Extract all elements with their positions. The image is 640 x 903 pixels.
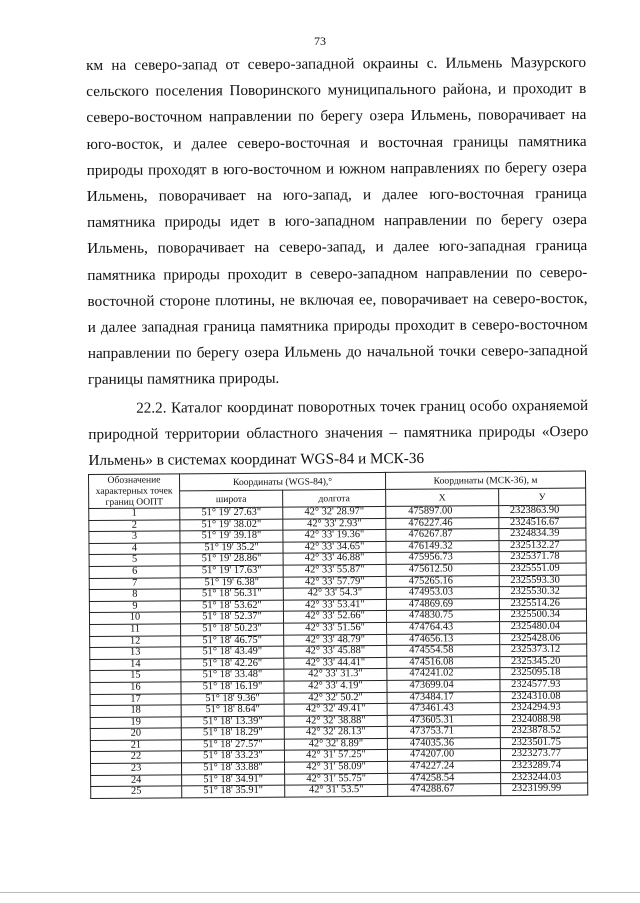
x-coordinate-cell: 474035.36 [387, 738, 500, 750]
x-coordinate-cell: 474554.58 [387, 645, 500, 657]
longitude-cell: 42° 33' 51.56" [284, 622, 387, 634]
page-number: 73 [314, 34, 326, 48]
point-number-cell: 13 [90, 647, 181, 659]
y-coordinate-cell: 2325593.30 [499, 575, 586, 587]
y-coordinate-cell: 2323199.99 [501, 783, 588, 795]
point-number-cell: 16 [90, 682, 181, 694]
longitude-cell: 42° 33' 55.87" [283, 564, 386, 576]
point-number-cell: 24 [91, 775, 182, 787]
x-coordinate-cell: 473605.31 [387, 714, 500, 726]
latitude-cell: 51° 19' 38.02" [180, 519, 283, 531]
y-coordinate-cell: 2325132.27 [499, 540, 586, 552]
y-coordinate-cell: 2324577.93 [500, 679, 587, 691]
y-coordinate-cell: 2325480.04 [500, 621, 587, 633]
point-number-cell: 20 [90, 728, 181, 740]
y-coordinate-cell: 2325373.12 [500, 644, 587, 656]
latitude-cell: 51° 18' 35.91" [182, 785, 285, 797]
header-wgs84: Координаты (WGS-84),° [180, 472, 386, 490]
y-coordinate-cell: 2323289.74 [501, 760, 588, 772]
y-coordinate-cell: 2323244.03 [501, 772, 588, 784]
y-coordinate-cell: 2325500.34 [499, 609, 586, 621]
latitude-cell: 51° 19' 27.63" [180, 507, 283, 519]
table-body [89, 505, 588, 798]
latitude-cell: 51° 18' 53.62" [180, 600, 283, 612]
x-coordinate-cell: 474656.13 [387, 633, 500, 645]
x-coordinate-cell: 473461.43 [387, 703, 500, 715]
longitude-cell: 42° 33' 31.3" [284, 669, 387, 681]
x-coordinate-cell: 473699.04 [387, 680, 500, 692]
point-number-cell: 2 [89, 519, 180, 531]
longitude-cell: 42° 33' 52.66" [283, 611, 386, 623]
y-coordinate-cell: 2323273.77 [500, 748, 587, 760]
longitude-cell: 42° 33' 57.79" [283, 576, 386, 588]
y-coordinate-cell: 2325530.32 [499, 586, 586, 598]
longitude-cell: 42° 33' 45.88" [284, 646, 387, 658]
point-number-cell: 10 [89, 612, 180, 624]
latitude-cell: 51° 18' 56.31" [180, 588, 283, 600]
longitude-cell: 42° 33' 46.88" [283, 553, 386, 565]
point-number-cell: 23 [91, 763, 182, 775]
point-number-cell: 6 [89, 566, 180, 578]
y-coordinate-cell: 2323878.52 [500, 725, 587, 737]
y-coordinate-cell: 2325345.20 [500, 656, 587, 668]
point-number-cell: 3 [89, 531, 180, 543]
latitude-cell: 51° 18' 52.37" [180, 611, 283, 623]
latitude-cell: 51° 18' 18.29" [181, 727, 284, 739]
longitude-cell: 42° 32' 8.89" [284, 738, 387, 750]
point-number-cell: 18 [90, 705, 181, 717]
y-coordinate-cell: 2325095.18 [500, 667, 587, 679]
point-number-cell: 14 [90, 659, 181, 671]
latitude-cell: 51° 18' 42.26" [181, 658, 284, 670]
x-coordinate-cell: 475956.73 [386, 552, 499, 564]
latitude-cell: 51° 18' 16.19" [181, 681, 284, 693]
latitude-cell: 51° 18' 34.91" [182, 774, 285, 786]
x-coordinate-cell: 473484.17 [387, 691, 500, 703]
header-longitude: долгота [283, 489, 386, 507]
x-coordinate-cell: 476267.87 [386, 529, 499, 541]
longitude-cell: 42° 31' 58.09" [285, 761, 388, 773]
latitude-cell: 51° 19' 6.38" [180, 577, 283, 589]
y-coordinate-cell: 2325428.06 [500, 633, 587, 645]
y-coordinate-cell: 2324294.93 [500, 702, 587, 714]
x-coordinate-cell: 475612.50 [386, 564, 499, 576]
latitude-cell: 51° 18' 46.75" [181, 635, 284, 647]
x-coordinate-cell: 474207.00 [387, 749, 500, 761]
x-coordinate-cell: 476227.46 [386, 517, 499, 529]
longitude-cell: 42° 31' 55.75" [285, 773, 388, 785]
document-body [86, 50, 589, 474]
latitude-cell: 51° 18' 33.48" [181, 669, 284, 681]
longitude-cell: 42° 33' 48.79" [284, 634, 387, 646]
point-number-cell: 9 [89, 601, 180, 613]
x-coordinate-cell: 473753.71 [387, 726, 500, 738]
longitude-cell: 42° 33' 19.36" [283, 530, 386, 542]
x-coordinate-cell: 475265.16 [386, 575, 499, 587]
header-latitude: широта [180, 490, 283, 508]
page-bottom-edge [0, 892, 640, 893]
header-msk36: Координаты (МСК-36), м [385, 471, 585, 489]
point-number-cell: 7 [89, 577, 180, 589]
longitude-cell: 42° 33' 4.19" [284, 680, 387, 692]
longitude-cell: 42° 33' 44.41" [284, 657, 387, 669]
latitude-cell: 51° 18' 43.49" [181, 646, 284, 658]
latitude-cell: 51° 18' 50.23" [181, 623, 284, 635]
table-header [89, 471, 586, 508]
x-coordinate-cell: 474764.43 [387, 622, 500, 634]
x-coordinate-cell: 474241.02 [387, 668, 500, 680]
point-number-cell: 5 [89, 554, 180, 566]
longitude-cell: 42° 31' 57.25" [284, 750, 387, 762]
latitude-cell: 51° 18' 13.39" [181, 716, 284, 728]
point-number-cell: 11 [90, 624, 181, 636]
point-number-cell: 4 [89, 543, 180, 555]
point-number-cell: 8 [89, 589, 180, 601]
longitude-cell: 42° 31' 53.5" [285, 785, 388, 797]
latitude-cell: 51° 19' 17.63" [180, 565, 283, 577]
x-coordinate-cell: 474953.03 [386, 587, 499, 599]
y-coordinate-cell: 2325514.26 [499, 598, 586, 610]
section-heading-22-2: 22.2. Каталог координат поворотных точек границ особо охраняемой природной территории областного значения – памятника природы «Озеро Ильмень» в системах координат WGS-84 и МСК-36 [88, 396, 589, 470]
header-x: X [386, 489, 499, 507]
y-coordinate-cell: 2325551.09 [499, 563, 586, 575]
x-coordinate-cell: 474288.67 [388, 784, 501, 796]
x-coordinate-cell: 474258.54 [388, 772, 501, 784]
table-row [91, 783, 588, 798]
y-coordinate-cell: 2323501.75 [500, 737, 587, 749]
longitude-cell: 42° 33' 53.41" [283, 599, 386, 611]
longitude-cell: 42° 33' 54.3" [283, 588, 386, 600]
point-number-cell: 17 [90, 693, 181, 705]
x-coordinate-cell: 476149.32 [386, 540, 499, 552]
longitude-cell: 42° 33' 34.65" [283, 541, 386, 553]
latitude-cell: 51° 18' 27.57" [181, 739, 284, 751]
longitude-cell: 42° 32' 49.41" [284, 704, 387, 716]
y-coordinate-cell: 2323863.90 [499, 505, 586, 517]
header-y: У [499, 488, 586, 506]
y-coordinate-cell: 2324310.08 [500, 691, 587, 703]
x-coordinate-cell: 474227.24 [388, 761, 501, 773]
coordinates-table [88, 471, 588, 799]
point-number-cell: 21 [90, 740, 181, 752]
latitude-cell: 51° 18' 9.36" [181, 693, 284, 705]
x-coordinate-cell: 475897.00 [386, 506, 499, 518]
latitude-cell: 51° 19' 35.2" [180, 542, 283, 554]
longitude-cell: 42° 32' 28.97" [283, 506, 386, 518]
point-number-cell: 25 [91, 786, 182, 798]
x-coordinate-cell: 474516.08 [387, 656, 500, 668]
longitude-cell: 42° 32' 28.13" [284, 727, 387, 739]
latitude-cell: 51° 18' 8.64" [181, 704, 284, 716]
y-coordinate-cell: 2324088.98 [500, 714, 587, 726]
point-number-cell: 1 [89, 508, 180, 520]
x-coordinate-cell: 474830.75 [386, 610, 499, 622]
longitude-cell: 42° 33' 2.93" [283, 518, 386, 530]
paragraph-boundary-description: км на северо-запад от северо-западной окраины с. Ильмень Мазурского сельского поселения Поворинского муниципального района, и проходит в северо-восточном направлении по берегу озера Ильмень, поворачивает на юго-восток, и далее северо-восточная и восточная границы памятника природы проходят в юго-восточном и южном направлениях по берегу озера Ильмень, поворачивает на юго-запад, и далее юго-восточная граница памятника природы идет в юго-западном направлении по берегу озера Ильмень, поворачивает на северо-запад, и далее юго-западная граница памятника природы проходит в северо-западном направлении по северо-восточной стороне плотины, не включая ее, поворачивает на северо-восток, и далее западная граница памятника природы проходит в северо-восточном направлении по берегу озера Ильмень до начальной точки северо-западной границы памятника природы. [86, 53, 588, 389]
y-coordinate-cell: 2324516.67 [499, 517, 586, 529]
point-number-cell: 15 [90, 670, 181, 682]
latitude-cell: 51° 19' 39.18" [180, 530, 283, 542]
y-coordinate-cell: 2324834.39 [499, 528, 586, 540]
point-number-cell: 12 [90, 635, 181, 647]
point-number-cell: 19 [90, 717, 181, 729]
header-designation: Обозначение характерных точек границ ООПТ [89, 474, 180, 509]
longitude-cell: 42° 32' 50.2" [284, 692, 387, 704]
latitude-cell: 51° 18' 33.23" [181, 751, 284, 763]
y-coordinate-cell: 2325371.78 [499, 551, 586, 563]
longitude-cell: 42° 32' 38.88" [284, 715, 387, 727]
latitude-cell: 51° 19' 28.86" [180, 554, 283, 566]
latitude-cell: 51° 18' 33.88" [182, 762, 285, 774]
point-number-cell: 22 [90, 751, 181, 763]
x-coordinate-cell: 474869.69 [386, 598, 499, 610]
